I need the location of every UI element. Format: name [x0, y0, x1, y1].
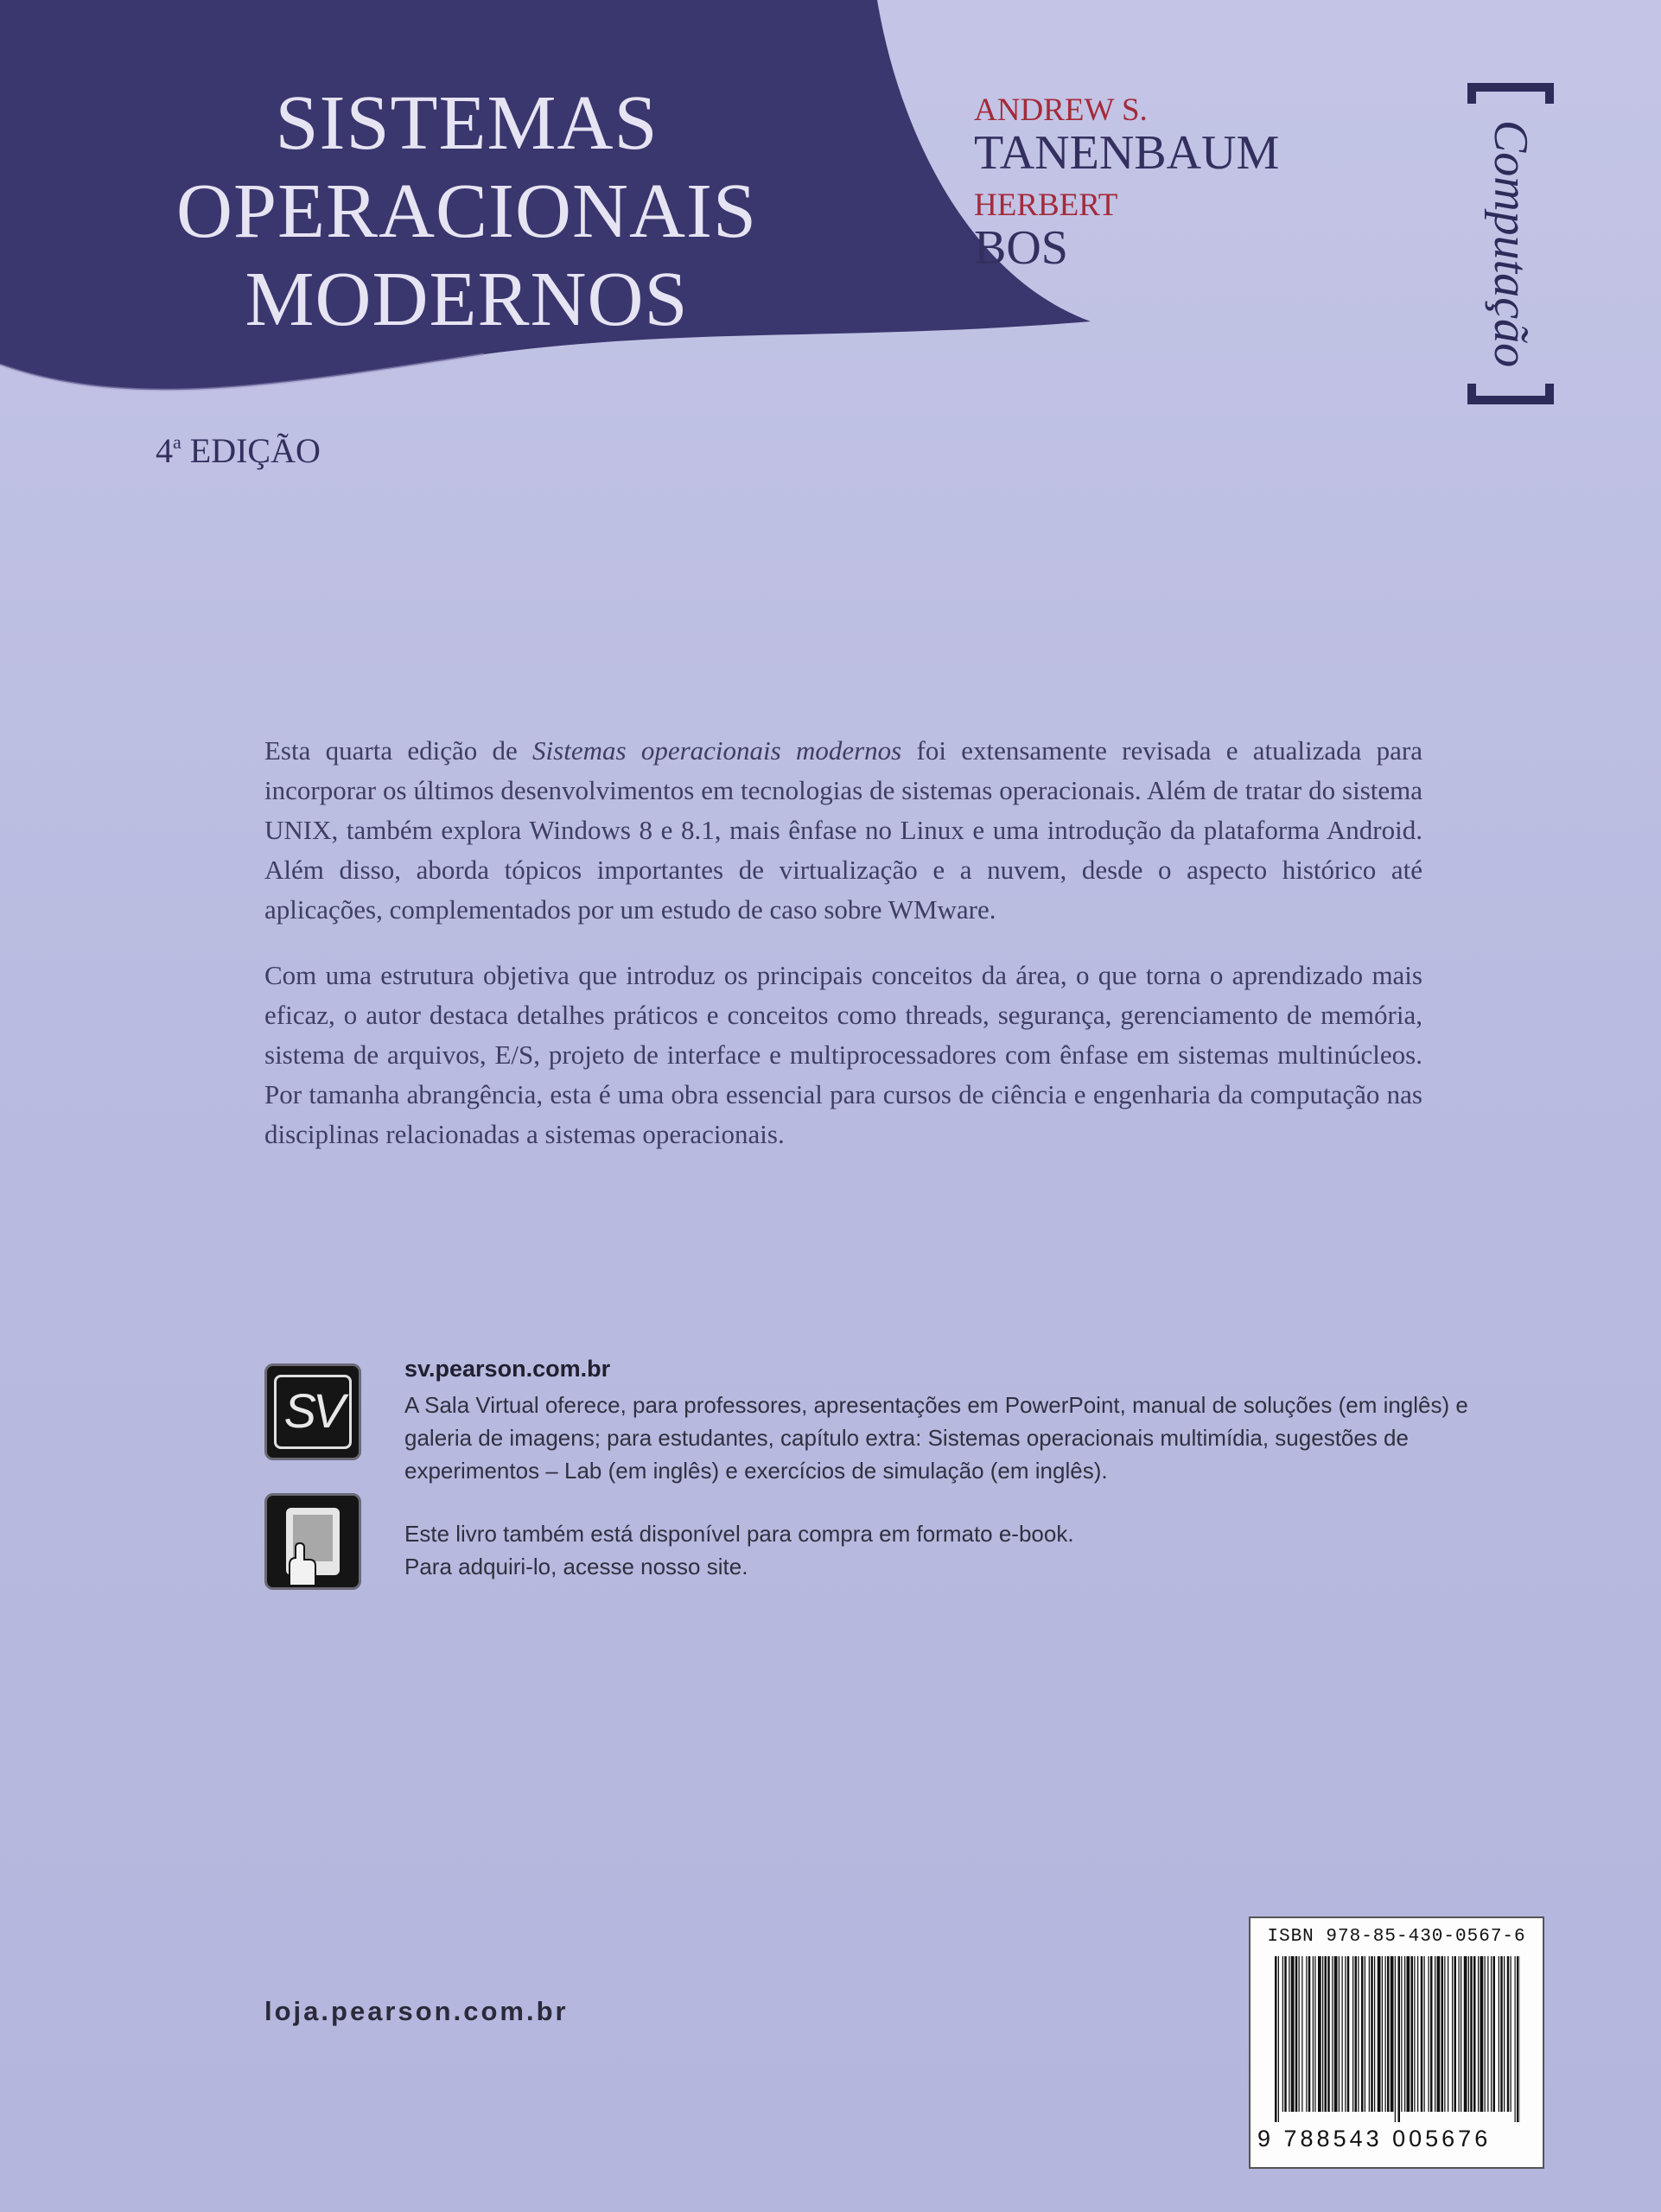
barcode-bars	[1275, 1956, 1520, 2122]
barcode-bar	[1339, 1956, 1340, 2112]
store-url[interactable]: loja.pearson.com.br	[264, 1996, 569, 2026]
barcode-bar	[1507, 1956, 1510, 2112]
sala-virtual-text: A Sala Virtual oferece, para professores, apresentações em PowerPoint, manual de soluções (em inglês) e galeria de imagens; para estudantes, capítulo extra: Sistemas operacionais multimídia, sugestões de experimentos – Lab (em inglês) e exercícios de simulação (em inglês).	[404, 1392, 1468, 1484]
isbn-number: ISBN 978-85-430-0567-6	[1267, 1927, 1526, 1947]
barcode-bar	[1504, 1956, 1505, 2112]
barcode-bar	[1282, 1956, 1283, 2112]
desc-p1-rest: foi extensamente revisada e atualizada para incorporar os últimos desenvolvimentos em tecnologias de sistemas operacionais. Além de tratar do sistema UNIX, também explora Windows 8 e 8.1, mais ênfase no Linux e uma introdução da plataforma Android. Além disso, aborda tópicos importantes de virtualização e a nuvem, desde o aspecto histórico até aplicações, complementados por um estudo de caso sobre WMware.	[264, 735, 1422, 925]
barcode-bar	[1299, 1956, 1300, 2112]
barcode-bar	[1361, 1956, 1364, 2112]
barcode-bar	[1485, 1956, 1486, 2112]
sala-virtual-info	[404, 1352, 1476, 1487]
barcode-bar	[1347, 1956, 1350, 2112]
ebook-info	[404, 1517, 1476, 1583]
barcode-bar	[1401, 1956, 1402, 2112]
barcode-bar	[1358, 1956, 1359, 2112]
barcode-bar	[1487, 1956, 1488, 2112]
barcode-bar	[1275, 1956, 1277, 2122]
barcode-bar	[1325, 1956, 1327, 2112]
barcode-bar	[1493, 1956, 1496, 2112]
desc-p1-start: Esta quarta edição de	[264, 735, 533, 766]
barcode-bar	[1308, 1956, 1311, 2112]
barcode-bar	[1398, 1956, 1401, 2122]
barcode-bar	[1441, 1956, 1444, 2112]
book-title	[0, 79, 933, 344]
isbn-barcode	[1249, 1916, 1544, 2169]
description-paragraph-2: Com uma estrutura objetiva que introduz os principais conceitos da área, o que torna o aprendizado mais eficaz, o autor destaca detalhes práticos e conceitos como threads, segurança, gerenciamento de memória, sistema de arquivos, E/S, projeto de interface e multiprocessadores com ênfase em sistemas multinúcleos. Por tamanha abrangência, esta é uma obra essencial para cursos de ciência e engenharia da computação nas disciplinas relacionadas a sistemas operacionais.	[264, 960, 1422, 1149]
barcode-bar	[1459, 1956, 1460, 2112]
book-description	[264, 731, 1422, 1180]
author-1-last-name: TANENBAUM	[974, 126, 1280, 180]
barcode-bar	[1291, 1956, 1295, 2112]
edition-ordinal: a	[173, 431, 181, 453]
barcode-bar	[1278, 1956, 1279, 2122]
barcode-bar	[1387, 1956, 1390, 2112]
author-1-first-name: ANDREW S.	[974, 92, 1148, 128]
barcode-bar	[1478, 1956, 1479, 2112]
barcode-bar	[1473, 1956, 1476, 2112]
edition-number: 4	[156, 431, 173, 470]
barcode-bar	[1491, 1956, 1492, 2112]
ebook-icon	[264, 1493, 361, 1590]
barcode-bar	[1468, 1956, 1469, 2112]
series-badge	[1467, 83, 1554, 404]
barcode-bar	[1417, 1956, 1418, 2112]
barcode-bar	[1322, 1956, 1323, 2112]
bracket-top-icon	[1467, 83, 1554, 111]
barcode-bar	[1391, 1956, 1394, 2112]
barcode-bar	[1332, 1956, 1333, 2112]
sala-virtual-url[interactable]: sv.pearson.com.br	[404, 1356, 611, 1382]
sv-logo-text: SV	[274, 1375, 352, 1449]
edition	[156, 430, 321, 471]
barcode-bar	[1414, 1956, 1415, 2112]
barcode-bar	[1411, 1956, 1414, 2112]
barcode-bar	[1352, 1956, 1353, 2112]
barcode-bar	[1454, 1956, 1457, 2112]
barcode-bar	[1378, 1956, 1381, 2112]
barcode-bar	[1470, 1956, 1473, 2112]
barcode-bar	[1345, 1956, 1346, 2112]
barcode-bar	[1407, 1956, 1410, 2112]
barcode-bar	[1318, 1956, 1321, 2112]
barcode-bar	[1515, 1956, 1516, 2122]
edition-label: EDIÇÃO	[189, 431, 321, 470]
barcode-bar	[1430, 1956, 1433, 2112]
description-paragraph-1	[264, 731, 1422, 930]
barcode-bar	[1369, 1956, 1370, 2112]
bracket-bottom-icon	[1467, 377, 1554, 404]
barcode-bar	[1295, 1956, 1298, 2112]
barcode-bar	[1444, 1956, 1445, 2112]
authors	[974, 93, 1279, 283]
barcode-bar	[1284, 1956, 1287, 2112]
barcode-bar	[1342, 1956, 1343, 2112]
series-label: Computação	[1484, 119, 1537, 368]
barcode-bar	[1421, 1956, 1423, 2112]
barcode-bar	[1334, 1956, 1338, 2112]
barcode-bar	[1314, 1956, 1315, 2112]
barcode-bar	[1480, 1956, 1484, 2112]
desc-p1-book-title: Sistemas operacionais modernos	[532, 735, 902, 766]
barcode-bar	[1306, 1956, 1307, 2112]
barcode-bar	[1313, 1956, 1314, 2112]
title-line-3: MODERNOS	[245, 257, 689, 342]
barcode-bar	[1424, 1956, 1425, 2112]
title-line-2: OPERACIONAIS	[175, 168, 758, 254]
ebook-line-2: Para adquiri-lo, acesse nosso site.	[404, 1554, 748, 1580]
barcode-bar	[1371, 1956, 1373, 2112]
barcode-bar	[1382, 1956, 1383, 2112]
barcode-bar	[1385, 1956, 1386, 2112]
tablet-hand-icon	[267, 1496, 359, 1587]
barcode-bar	[1301, 1956, 1302, 2112]
barcode-bar	[1452, 1956, 1453, 2112]
author-2-first-name: HERBERT	[974, 188, 1118, 223]
barcode-bar	[1437, 1956, 1441, 2112]
barcode-digits: 9 788543 005676	[1257, 2126, 1492, 2152]
barcode-bar	[1395, 1956, 1396, 2122]
barcode-bar	[1464, 1956, 1467, 2112]
ebook-line-1: Este livro também está disponível para compra em formato e-book.	[404, 1521, 1074, 1547]
barcode-bar	[1500, 1956, 1503, 2112]
barcode-bar	[1355, 1956, 1358, 2112]
author-2-last-name: BOS	[974, 221, 1068, 275]
barcode-bar	[1327, 1956, 1330, 2112]
barcode-bar	[1517, 1956, 1519, 2122]
barcode-bar	[1404, 1956, 1405, 2112]
barcode-bar	[1374, 1956, 1375, 2112]
title-line-1: SISTEMAS	[275, 80, 659, 166]
sala-virtual-icon	[264, 1363, 361, 1460]
